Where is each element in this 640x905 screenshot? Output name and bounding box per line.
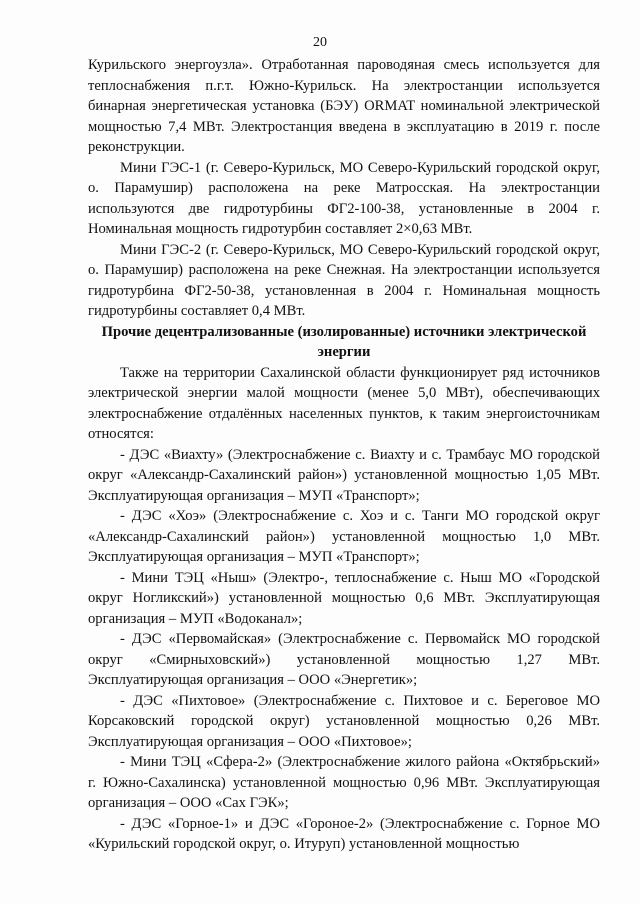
page-body <box>88 55 600 855</box>
paragraph-intro: Также на территории Сахалинской области функционирует ряд источников электрической энергии малой мощности (менее 5,0 МВт), обеспечивающих электроснабжение отдалённых населенных пунктов, к таким энергоисточникам относятся: <box>88 364 600 442</box>
list-item: - Мини ТЭЦ «Ныш» (Электро-, теплоснабжение с. Ныш МО «Городской округ Ногликский») установленной мощностью 0,6 МВт. Эксплуатирующая организация – МУП «Водоканал»; <box>88 569 600 627</box>
list-item: - ДЭС «Горное-1» и ДЭС «Гороное-2» (Электроснабжение с. Горное МО «Курильский городской округ, о. Итуруп) установленной мощностью <box>88 815 600 852</box>
list-item: - ДЭС «Первомайская» (Электроснабжение с. Первомайск МО городской округ «Смирныховский») установленной мощностью 1,27 МВт. Эксплуатирующая организация – ООО «Энергетик»; <box>88 631 600 688</box>
paragraph-mini-ges-2: Мини ГЭС-2 (г. Северо-Курильск, МО Северо-Курильский городской округ, о. Парамушир) расположена на реке Снежная. На электростанции используется гидротурбина ФГ2-50-38, установленная в 2004 г. Номинальная мощность гидротурбины составляет 0,4 МВт. <box>88 241 600 319</box>
list-item: - ДЭС «Хоэ» (Электроснабжение с. Хоэ и с. Танги МО городской округ «Александр-Сахалинский район») установленной мощностью 1,0 МВт. Эксплуатирующая организация – МУП «Транспорт»; <box>88 508 600 565</box>
page-number: 20 <box>313 35 327 50</box>
paragraph-mini-ges-1: Мини ГЭС-1 (г. Северо-Курильск, МО Северо-Курильский городской округ, о. Парамушир) расположена на реке Матросская. На электростанции используются две гидротурбины ФГ2-100-38, установленные в 2004 г. Номинальная мощность гидротурбин составляет 2×0,63 МВт. <box>88 159 600 237</box>
list-item: - ДЭС «Виахту» (Электроснабжение с. Виахту и с. Трамбаус МО городской округ «Александр-Сахалинский район») установленной мощностью 1,05 МВт. Эксплуатирующая организация – МУП «Транспорт»; <box>88 446 600 504</box>
section-heading: Прочие децентрализованные (изолированные) источники электрической энергии <box>101 323 587 360</box>
paragraph-continuation: Курильского энергоузла». Отработанная пароводяная смесь используется для теплоснабжения п.г.т. Южно-Курильск. На электростанции используется бинарная энергетическая установка (БЭУ) ORMAT номинальной электрической мощностью 7,4 МВт. Электростанция введена в эксплуатацию в 2019 г. после реконструкции. <box>88 57 600 155</box>
list-item: - ДЭС «Пихтовое» (Электроснабжение с. Пихтовое и с. Береговое МО Корсаковский городской округ) установленной мощностью 0,26 МВт. Эксплуатирующая организация – ООО «Пихтовое»; <box>88 692 600 750</box>
list-item: - Мини ТЭЦ «Сфера-2» (Электроснабжение жилого района «Октябрьский» г. Южно-Сахалинска) установленной мощностью 0,96 МВт. Эксплуатирующая организация – ООО «Сах ГЭК»; <box>88 754 600 811</box>
